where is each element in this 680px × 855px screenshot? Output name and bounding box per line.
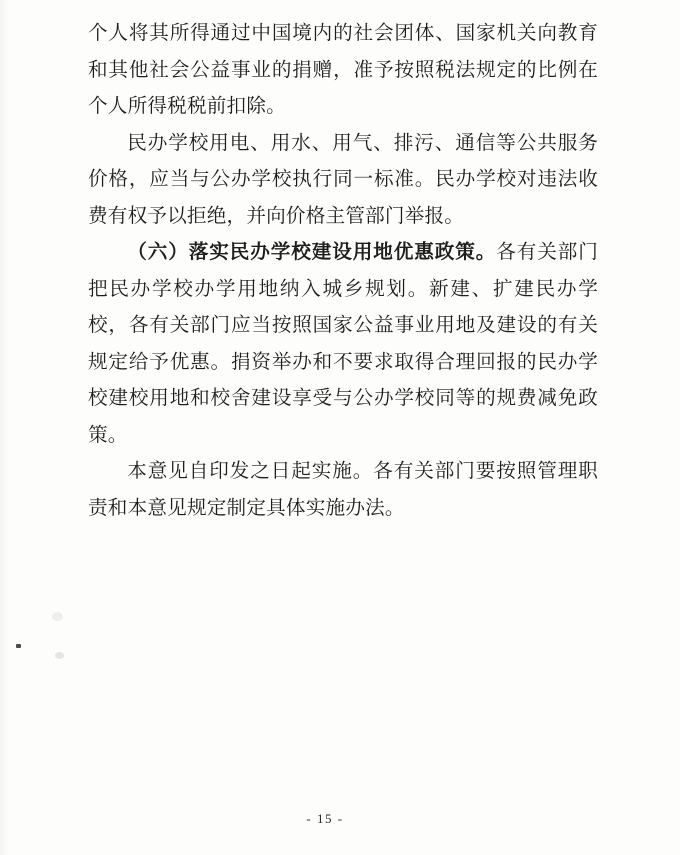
text-run: 本意见自印发之日起实施。各有关部门要按照管理职责和本意见规定制定具体实施办法。: [88, 461, 598, 519]
scan-speck: [16, 644, 21, 648]
paragraph: [88, 235, 598, 454]
bold-heading-run: （六）落实民办学校建设用地优惠政策。: [127, 242, 497, 263]
text-run: 个人将其所得通过中国境内的社会团体、国家机关向教育和其他社会公益事业的捐赠，准予按照税法规定的比例在个人所得税税前扣除。: [88, 23, 598, 117]
document-body: [88, 16, 598, 527]
paragraph: [88, 126, 598, 236]
scan-edge-artifact: [0, 0, 8, 855]
page-number: - 15 -: [306, 811, 344, 826]
text-run: 民办学校用电、用水、用气、排污、通信等公共服务价格，应当与公办学校执行同一标准。民办学校对违法收费有权予以拒绝，并向价格主管部门举报。: [88, 132, 598, 227]
paragraph: [88, 16, 598, 126]
scan-speck: [55, 652, 64, 659]
paragraph: [88, 454, 598, 527]
text-run: 各有关部门把民办学校办学用地纳入城乡规划。新建、扩建民办学校，各有关部门应当按照国家公益事业用地及建设的有关规定给予优惠。捐资举办和不要求取得合理回报的民办学校建校用地和校舍建设享受与公办学校同等的规费减免政策。: [88, 242, 598, 446]
scan-speck: [52, 612, 63, 621]
